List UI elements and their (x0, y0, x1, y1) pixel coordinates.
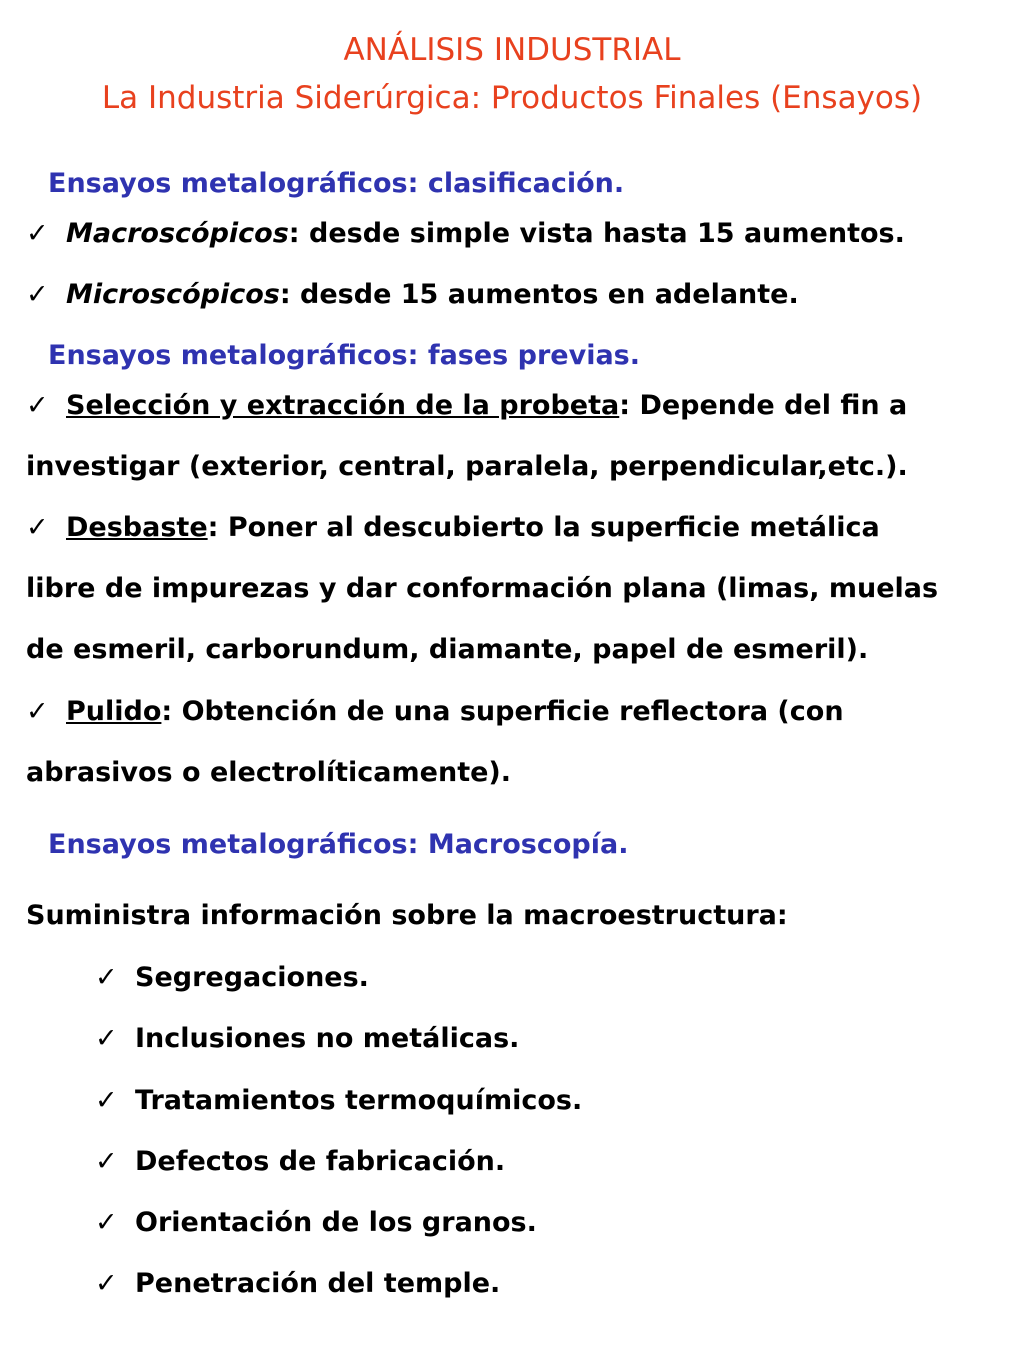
section-heading-fases-previas: Ensayos metalográficos: fases previas. (48, 340, 640, 371)
item-term: Macroscópicos (66, 218, 289, 249)
section-heading-macroscopia: Ensayos metalográficos: Macroscopía. (48, 829, 629, 860)
item-text: Inclusiones no metálicas. (135, 1023, 520, 1054)
list-item-microscopicos (26, 279, 799, 310)
item-text: : desde simple vista hasta 15 aumentos. (288, 218, 905, 249)
item-continuation: libre de impurezas y dar conformación plana (limas, muelas (26, 573, 939, 604)
list-item-seleccion (26, 390, 907, 421)
checkmark-icon: ✓ (95, 1146, 118, 1177)
list-item (95, 1023, 519, 1054)
list-item-pulido (26, 696, 844, 727)
item-text: Segregaciones. (135, 962, 369, 993)
item-term: Microscópicos (66, 279, 280, 310)
checkmark-icon: ✓ (95, 1207, 118, 1238)
checkmark-icon: ✓ (95, 962, 118, 993)
checkmark-icon: ✓ (26, 512, 49, 543)
list-item (95, 1207, 537, 1238)
checkmark-icon: ✓ (26, 390, 49, 421)
list-item-desbaste (26, 512, 880, 543)
checkmark-icon: ✓ (26, 279, 49, 310)
section-intro: Suministra información sobre la macroestructura: (26, 900, 788, 931)
checkmark-icon: ✓ (95, 1268, 118, 1299)
checkmark-icon: ✓ (26, 696, 49, 727)
list-item (95, 1268, 500, 1299)
item-text: : Obtención de una superficie reflectora (con (161, 696, 844, 727)
list-item (95, 962, 369, 993)
item-continuation: de esmeril, carborundum, diamante, papel de esmeril). (26, 634, 869, 665)
item-text: Orientación de los granos. (135, 1207, 537, 1238)
item-term: Selección y extracción de la probeta (66, 390, 620, 421)
item-term: Desbaste (66, 512, 208, 543)
item-continuation: abrasivos o electrolíticamente). (26, 757, 512, 788)
checkmark-icon: ✓ (26, 218, 49, 249)
section-heading-clasificacion: Ensayos metalográficos: clasificación. (48, 168, 625, 199)
item-text: Defectos de fabricación. (135, 1146, 506, 1177)
page-title: ANÁLISIS INDUSTRIAL (343, 32, 681, 68)
item-text: : desde 15 aumentos en adelante. (279, 279, 799, 310)
item-text: Tratamientos termoquímicos. (135, 1085, 583, 1116)
page-subtitle: La Industria Siderúrgica: Productos Finales (Ensayos) (101, 80, 923, 116)
list-item (95, 1146, 505, 1177)
item-text: : Poner al descubierto la superficie metálica (207, 512, 880, 543)
list-item (95, 1085, 582, 1116)
checkmark-icon: ✓ (95, 1023, 118, 1054)
item-text: Penetración del temple. (135, 1268, 501, 1299)
item-text: : Depende del fin a (619, 390, 908, 421)
item-term: Pulido (66, 696, 162, 727)
checkmark-icon: ✓ (95, 1085, 118, 1116)
item-continuation: investigar (exterior, central, paralela, perpendicular,etc.). (26, 451, 908, 482)
list-item-macroscopicos (26, 218, 905, 249)
